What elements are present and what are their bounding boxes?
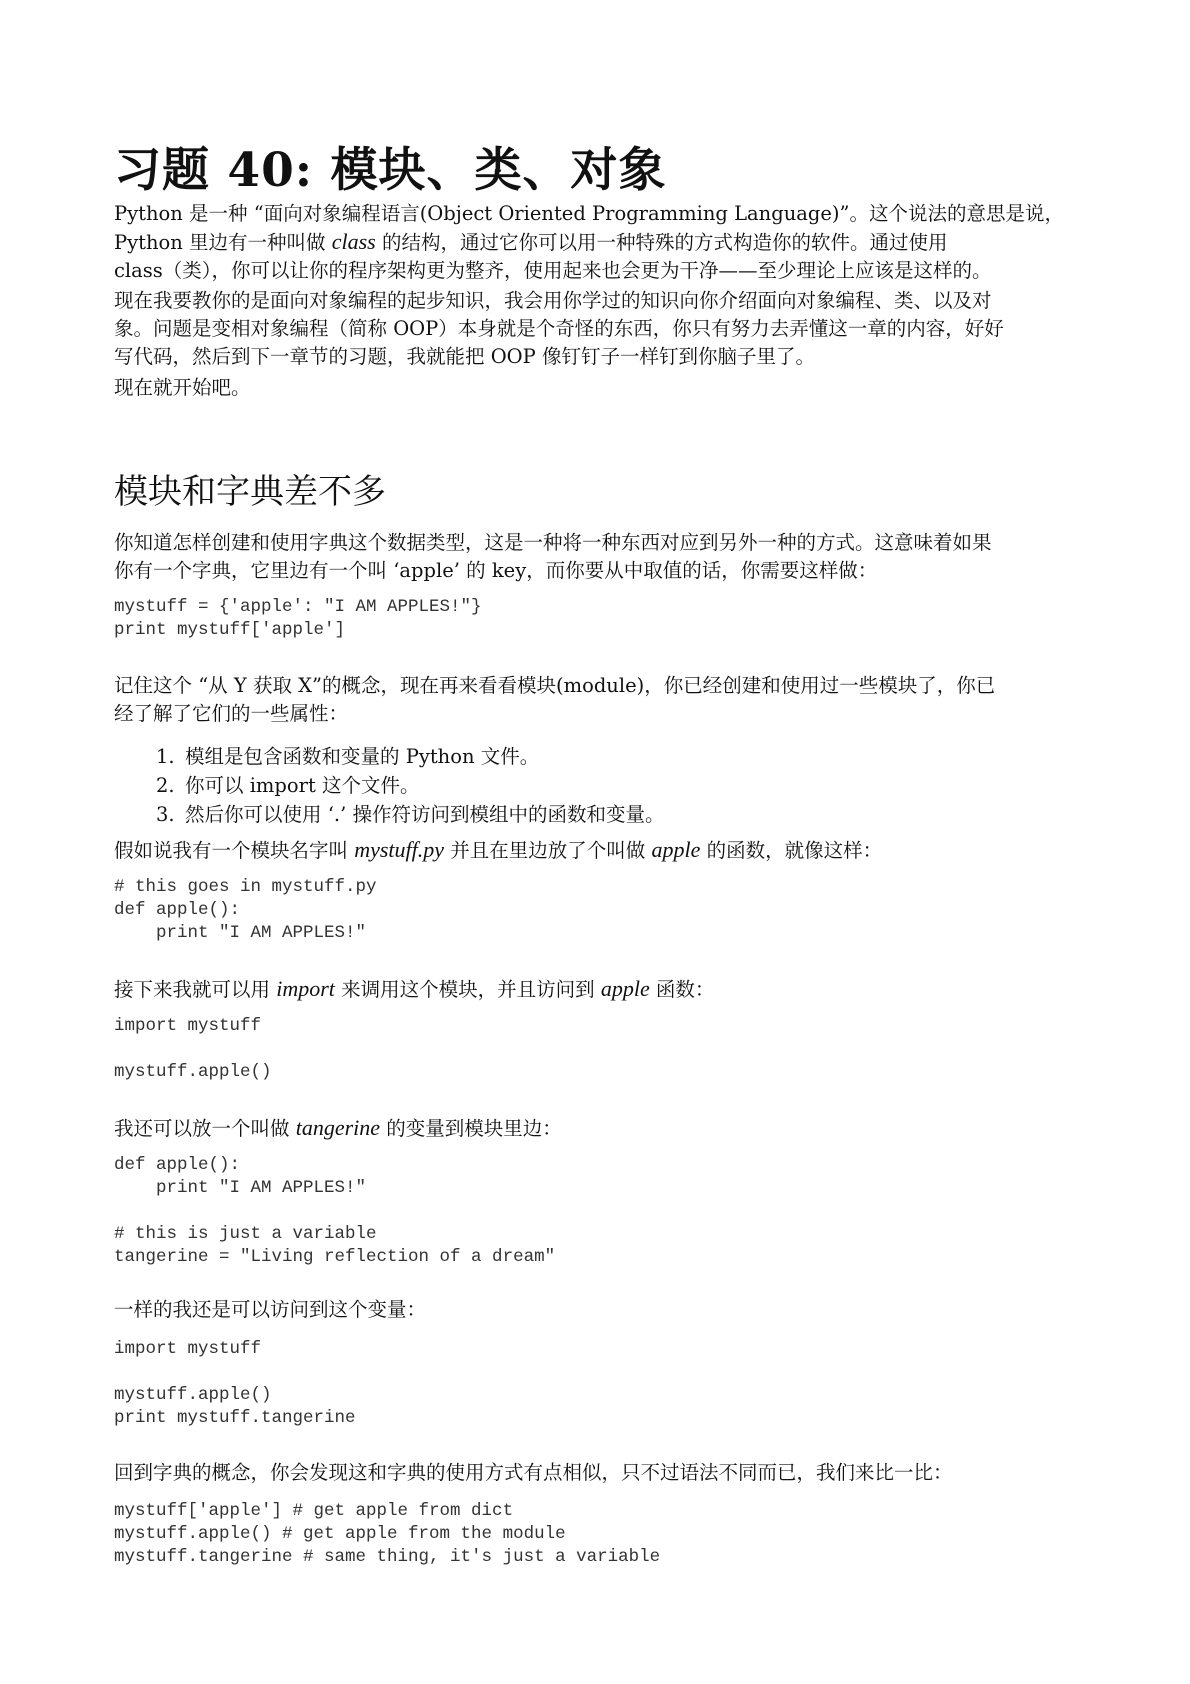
- section-paragraph-6: [114, 1296, 1080, 1324]
- code-block-tangerine: def apple(): print "I AM APPLES!" # this is just a variable tangerine = "Living reflection of a dream": [114, 1155, 556, 1267]
- text-line: class（类），你可以让你的程序架构更为整齐，使用起来也会更为干净——至少理论上应该是这样的。: [114, 259, 992, 282]
- text-line: Python 是一种 “面向对象编程语言(Object Oriented Programming Language)”。这个说法的意思是说，: [114, 202, 1064, 225]
- section-paragraph-3: [114, 836, 1080, 865]
- intro-paragraph-1: [114, 200, 1080, 285]
- section-paragraph-5: [114, 1114, 1080, 1143]
- section-paragraph-7: [114, 1459, 1080, 1487]
- list-item: 2. 你可以 import 这个文件。: [156, 774, 420, 797]
- code-block-import: import mystuff mystuff.apple(): [114, 1016, 272, 1082]
- term-class: class: [331, 229, 376, 254]
- text-line: 一样的我还是可以访问到这个变量：: [114, 1298, 427, 1321]
- text-line: 你知道怎样创建和使用字典这个数据类型，这是一种将一种东西对应到另外一种的方式。这意味着如果: [114, 531, 992, 554]
- text-line: 假如说我有一个模块名字叫 mystuff.py 并且在里边放了个叫做 apple 的函数，就像这样：: [114, 837, 883, 862]
- text-line: Python 里边有一种叫做 class 的结构，通过它你可以用一种特殊的方式构造你的软件。通过使用: [114, 229, 948, 254]
- text-line: 写代码，然后到下一章节的习题，我就能把 OOP 像钉钉子一样钉到你脑子里了。: [114, 345, 815, 368]
- intro-paragraph-2: [114, 287, 1080, 371]
- term-apple: apple: [651, 837, 701, 862]
- code-block-mystuff: # this goes in mystuff.py def apple(): print "I AM APPLES!": [114, 877, 377, 943]
- code-block-compare: mystuff['apple'] # get apple from dict mystuff.apple() # get apple from the module mystuff.tangerine # same thing, it's just a variable: [114, 1501, 661, 1567]
- text-line: 经了解了它们的一些属性：: [114, 702, 349, 725]
- section-title: 模块和字典差不多: [114, 472, 386, 512]
- intro-paragraph-3: [114, 374, 1080, 402]
- text-line: 现在就开始吧。: [114, 376, 251, 399]
- text-line: 回到字典的概念，你会发现这和字典的使用方式有点相似，只不过语法不同而已，我们来比一比：: [114, 1461, 953, 1484]
- page-title: 习题 40: 模块、类、对象: [114, 143, 667, 198]
- section-paragraph-1: [114, 529, 1080, 585]
- list-item: 3. 然后你可以使用 ‘.’ 操作符访问到模组中的函数和变量。: [156, 803, 665, 826]
- term-mystuff-py: mystuff.py: [354, 837, 445, 862]
- term-apple: apple: [600, 976, 650, 1001]
- text-line: 我还可以放一个叫做 tangerine 的变量到模块里边：: [114, 1115, 562, 1140]
- module-properties-list: [156, 742, 665, 829]
- text-line: 象。问题是变相对象编程（简称 OOP）本身就是个奇怪的东西，你只有努力去弄懂这一章的内容，好好: [114, 317, 1004, 340]
- term-import: import: [276, 976, 335, 1001]
- code-block-dict: mystuff = {'apple': "I AM APPLES!"} print mystuff['apple']: [114, 597, 482, 640]
- section-paragraph-2: [114, 672, 1080, 728]
- text-line: 记住这个 “从 Y 获取 X”的概念，现在再来看看模块(module)，你已经创建和使用过一些模块了，你已: [114, 674, 996, 697]
- term-tangerine: tangerine: [295, 1115, 381, 1140]
- text-line: 现在我要教你的是面向对象编程的起步知识，我会用你学过的知识向你介绍面向对象编程、类、以及对: [114, 289, 992, 312]
- text-line: 你有一个字典，它里边有一个叫 ‘apple’ 的 key，而你要从中取值的话，你需要这样做：: [114, 559, 878, 582]
- section-paragraph-4: [114, 975, 1080, 1004]
- text-line: 接下来我就可以用 import 来调用这个模块，并且访问到 apple 函数：: [114, 976, 715, 1001]
- code-block-access: import mystuff mystuff.apple() print mystuff.tangerine: [114, 1339, 356, 1428]
- list-item: 1. 模组是包含函数和变量的 Python 文件。: [156, 745, 540, 768]
